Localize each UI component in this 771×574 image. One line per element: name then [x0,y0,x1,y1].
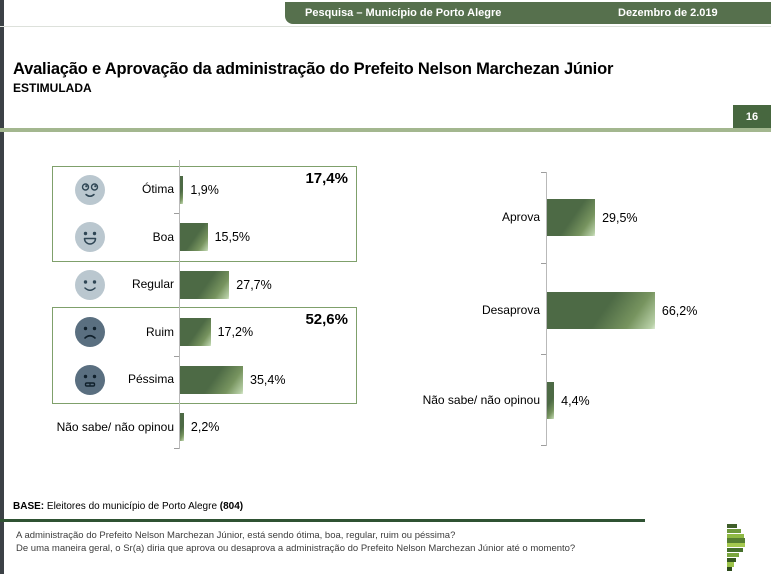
category-label: Desaprova [481,303,540,317]
bar-row-nao-sabe [180,413,219,441]
bar-value: 27,7% [236,278,272,292]
base-label: BASE: [13,501,45,512]
bar-row-boa [180,223,250,251]
axis-tick [174,448,179,449]
bar-value: 1,9% [190,183,219,197]
base-text: Eleitores do município de Porto Alegre [44,501,220,512]
base-count: (804) [219,501,244,512]
header-survey-title: Pesquisa – Município de Porto Alegre [305,7,502,19]
axis-tick [174,213,179,214]
page-title: Avaliação e Aprovação da administração do Prefeito Nelson Marchezan Júnior [13,60,614,78]
bar-row-aprova [547,199,638,236]
header-bar [285,2,771,24]
base-note [13,501,243,512]
bar-value: 15,5% [214,230,251,244]
bar-value: 29,5% [602,210,638,225]
category-label: Aprova [501,210,540,224]
bar-value: 17,2% [217,325,254,339]
category-label: Regular [131,277,174,291]
bar-row-ruim [180,318,253,346]
axis-tick [174,356,179,357]
bar-value: 66,2% [661,303,698,318]
bar [547,292,655,329]
bar [180,223,208,251]
bar [180,176,183,204]
page-subtitle: ESTIMULADA [13,81,92,95]
axis-tick [541,445,546,446]
bar [180,318,211,346]
survey-question-2: De uma maneira geral, o Sr(a) diria que aprova ou desaprova a administração do Prefeito Nelson Marchezan Júnior até o momento? [16,543,576,554]
category-label: Boa [152,230,174,244]
footer-rule [0,519,645,522]
bar-row-pessima [180,366,285,394]
bar-row-desaprova [547,292,697,329]
group-total-negative: 52,6% [305,311,348,328]
bar [180,413,184,441]
category-label: Ótima [141,182,174,196]
bar [180,366,243,394]
category-label: Não sabe/ não opinou [422,393,540,407]
axis-tick [541,354,546,355]
bar [547,199,595,236]
category-label: Não sabe/ não opinou [56,420,174,434]
axis-tick [541,172,546,173]
group-total-positive: 17,4% [305,170,348,187]
title-divider-rule [0,128,771,132]
bar-row-nao-sabe-aprovacao [547,382,590,419]
category-label: Péssima [127,372,174,386]
research-company-logo-icon [727,524,753,572]
bar-value: 35,4% [250,373,286,387]
bar-value: 2,2% [190,420,220,434]
page-number-badge: 16 [733,105,771,128]
axis-tick [541,263,546,264]
bar [547,382,554,419]
bar [180,271,229,299]
bar-row-regular [180,271,272,299]
left-edge-strip [0,0,4,574]
bar-value: 4,4% [561,393,590,408]
category-label: Ruim [145,325,174,339]
header-underline [0,26,771,27]
bar-row-otima [180,176,219,204]
survey-question-1: A administração do Prefeito Nelson Marchezan Júnior, está sendo ótima, boa, regular, ruim ou péssima? [16,530,456,541]
header-date: Dezembro de 2.019 [618,7,718,19]
